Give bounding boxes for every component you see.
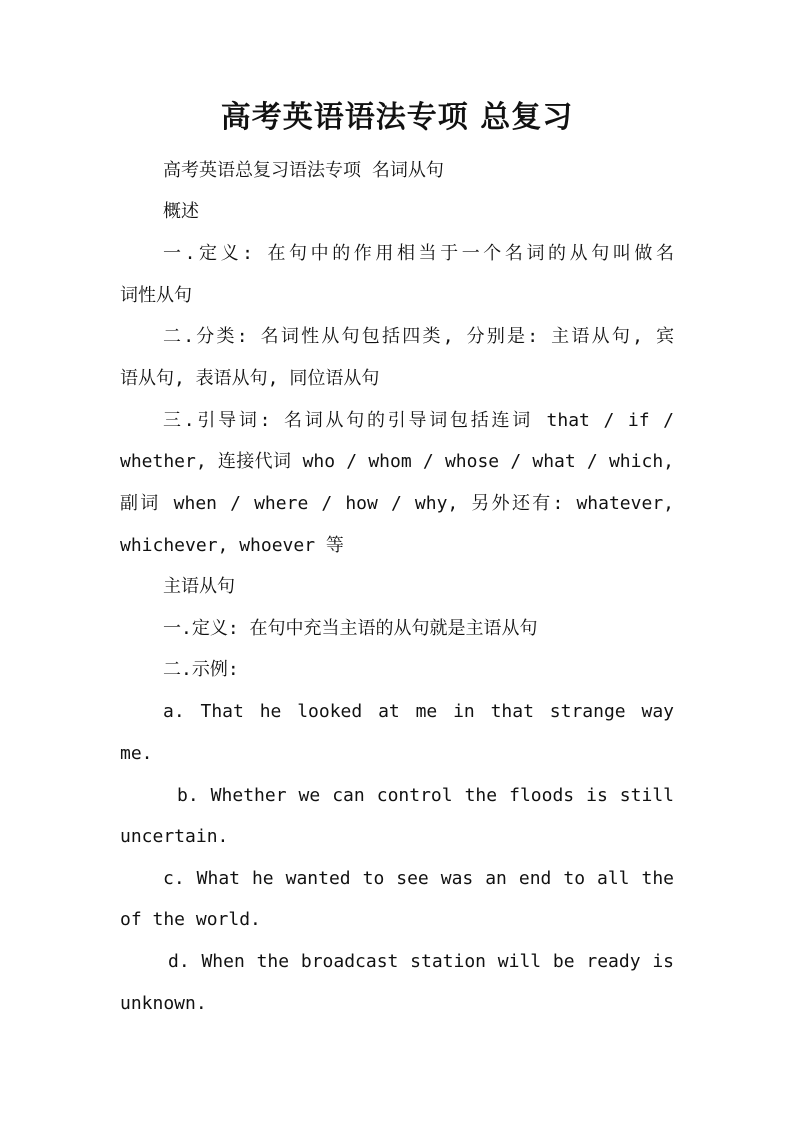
section-heading-subject-clause: 主语从句 bbox=[163, 576, 235, 597]
connectives-line-4: whichever, whoever 等 bbox=[120, 535, 344, 556]
section-heading-overview: 概述 bbox=[163, 201, 199, 222]
subject-clause-definition: 一.定义: 在句中充当主语的从句就是主语从句 bbox=[163, 618, 538, 639]
example-a-line-1: a. That he looked at me in that strange way bbox=[163, 701, 674, 722]
example-b-line-2: uncertain. bbox=[120, 826, 229, 847]
connectives-line-3: 副词 when / where / how / why, 另外还有: whatever, bbox=[120, 493, 674, 514]
definition-line-1: 一.定义: 在句中的作用相当于一个名词的从句叫做名 bbox=[163, 243, 674, 264]
subtitle-line: 高考英语总复习语法专项 名词从句 bbox=[163, 160, 444, 181]
example-a-line-2: me. bbox=[120, 743, 153, 764]
example-d-line-2: unknown. bbox=[120, 993, 207, 1014]
connectives-line-1: 三.引导词: 名词从句的引导词包括连词 that / if / bbox=[163, 410, 674, 431]
connectives-line-2: whether, 连接代词 who / whom / whose / what / which, bbox=[120, 451, 674, 472]
example-c-line-2: of the world. bbox=[120, 909, 261, 930]
example-b-line-1: b. Whether we can control the floods is still bbox=[177, 785, 674, 806]
classification-line-1: 二.分类: 名词性从句包括四类, 分别是: 主语从句, 宾 bbox=[163, 326, 674, 347]
example-d-line-1: d. When the broadcast station will be ready is bbox=[168, 951, 674, 972]
document-title: 高考英语语法专项 总复习 bbox=[220, 100, 574, 135]
examples-heading: 二.示例: bbox=[163, 659, 239, 680]
example-c-line-1: c. What he wanted to see was an end to all the bbox=[163, 868, 674, 889]
definition-line-2: 词性从句 bbox=[120, 285, 192, 306]
classification-line-2: 语从句, 表语从句, 同位语从句 bbox=[120, 368, 380, 389]
